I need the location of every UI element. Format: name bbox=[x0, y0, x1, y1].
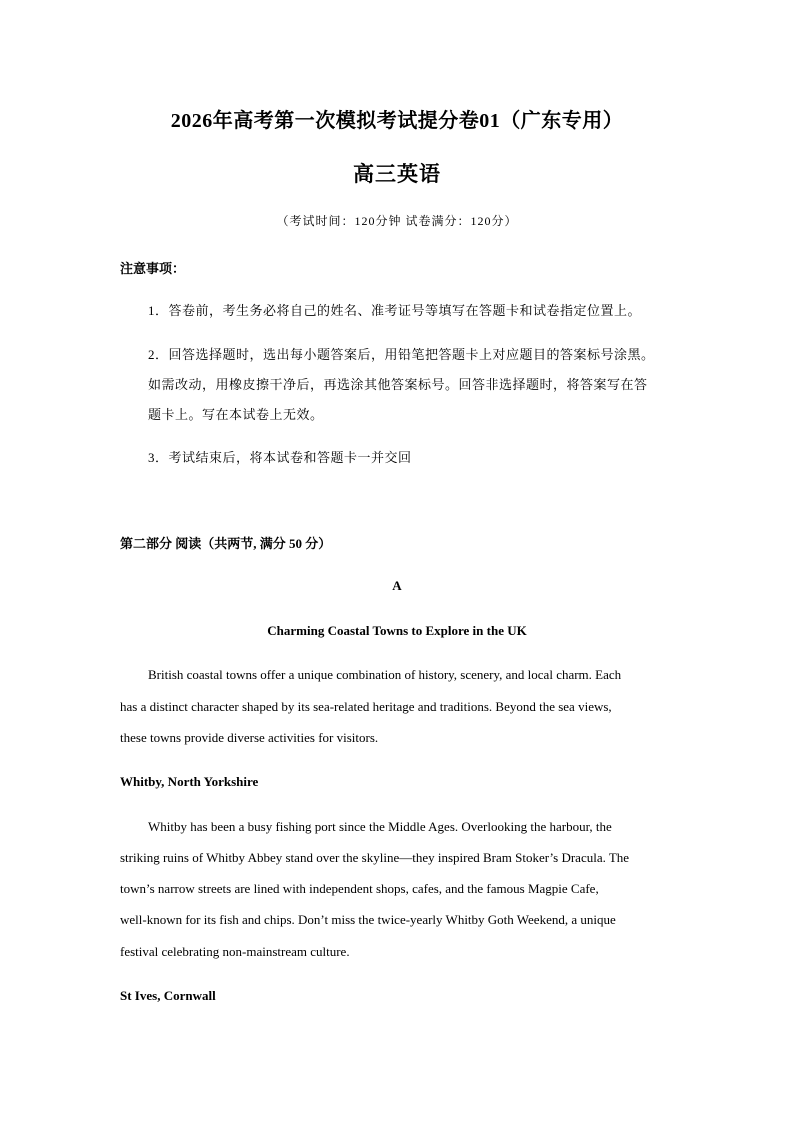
notice-item-2-line-2: 如需改动，用橡皮擦干净后，再选涂其他答案标号。回答非选择题时，将答案写在答 bbox=[148, 377, 648, 392]
intro-line-2: has a distinct character shaped by its sea-related heritage and traditions. Beyond the sea views, bbox=[120, 699, 612, 714]
section-letter: A bbox=[392, 578, 402, 593]
whitby-line-4: well-known for its fish and chips. Don’t miss the twice-yearly Whitby Goth Weekend, a unique bbox=[120, 912, 616, 927]
whitby-line-1: Whitby has been a busy fishing port since the Middle Ages. Overlooking the harbour, the bbox=[148, 819, 612, 834]
notice-item-1: 1．答卷前，考生务必将自己的姓名、准考证号等填写在答题卡和试卷指定位置上。 bbox=[148, 303, 642, 318]
notice-item-2-line-1: 2．回答选择题时，选出每小题答案后，用铅笔把答题卡上对应题目的答案标号涂黑。 bbox=[148, 347, 655, 362]
whitby-line-5: festival celebrating non-mainstream culture. bbox=[120, 944, 350, 959]
intro-line-1: British coastal towns offer a unique combination of history, scenery, and local charm. Each bbox=[148, 667, 622, 682]
part-heading: 第二部分 阅读（共两节, 满分 50 分） bbox=[120, 536, 332, 551]
notice-heading: 注意事项： bbox=[120, 261, 186, 276]
notice-item-3: 3．考试结束后，将本试卷和答题卡一并交回 bbox=[148, 450, 412, 465]
exam-title: 2026年高考第一次模拟考试提分卷01（广东专用） bbox=[170, 110, 624, 132]
whitby-heading: Whitby, North Yorkshire bbox=[120, 774, 259, 789]
exam-info: （考试时间：120分钟 试卷满分：120分） bbox=[276, 214, 518, 228]
whitby-line-2: striking ruins of Whitby Abbey stand over the skyline—they inspired Bram Stoker’s Dracula. The bbox=[120, 850, 630, 865]
subject-title: 高三英语 bbox=[353, 162, 441, 186]
intro-line-3: these towns provide diverse activities for visitors. bbox=[120, 730, 379, 745]
whitby-line-3: town’s narrow streets are lined with independent shops, cafes, and the famous Magpie Cafe, bbox=[120, 881, 599, 896]
article-title: Charming Coastal Towns to Explore in the UK bbox=[267, 623, 527, 638]
notice-item-2-line-3: 题卡上。写在本试卷上无效。 bbox=[148, 407, 324, 422]
st-ives-heading: St Ives, Cornwall bbox=[120, 988, 216, 1003]
